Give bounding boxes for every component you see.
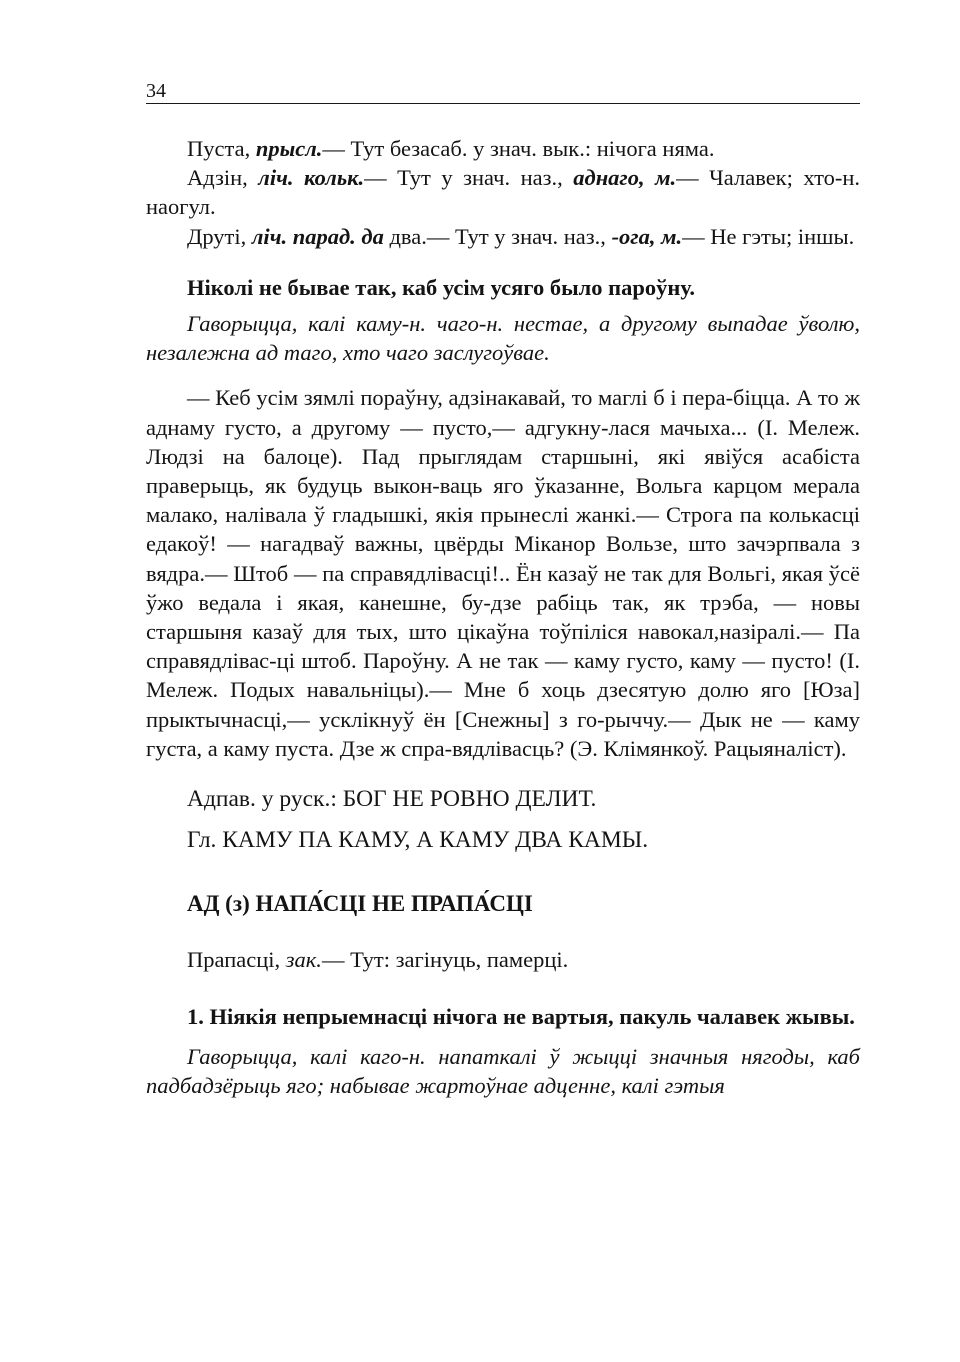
proverb-examples: — Кеб усім зямлі пораўну, адзінакавай, то маглі б і пера-біцца. А то ж аднаму густо, а другому — пусто,— адгукну-лася мачыха... (І. Мележ. Людзі на балоце). Пад прыглядам старшыні, які явіўся асабіста праверыць, як будуць выкон-ваць яго ўказанне, Вольга карцом мерала малако, налівала ў гладышкі, якія прынеслі жанкі.— Строга па колькасці едакоў! — нагадваў важны, цвёрды Міканор Вользе, што зачэрпвала з вядра.— Штоб — па справядлівасці!.. Ён казаў не так для Вольгі, якая ўсё ўжо ведала і якая, канешне, бу-дзе рабіць так, як трэба, — новы старшыня казаў для тых, што цікаўна тоўпіліся навокал,назіралі.— Па справядлівас-ці штоб. Пароўну. А не так — каму густо, каму — пусто! (І. Мележ. Подых навальніцы).— Мне б хоць дзесятую долю яго [Юза] прыктычнасці,— усклікнуў ён [Снежны] з го-рыччу.— Дык не — каму густа, а каму пуста. Дзе ж спра-вядлівасць? (Э. Клімянкоў. Рацыяналіст).: [146, 385, 860, 761]
see-also: Гл. КАМУ ПА КАМУ, А КАМУ ДВА КАМЫ.: [187, 827, 649, 854]
sense-1: 1. Ніякія непрыемнасці нічога не вартыя, пакуль чалавек жывы.: [187, 1003, 855, 1029]
page-number: 34: [146, 80, 166, 102]
note-pusta: Пуста, прысл.— Тут безасаб. у знач. вык.: нічога няма.: [187, 136, 715, 161]
note-druhi: Друті, ліч. парад. да два.— Тут у знач. наз., -ога, м.— Не гэты; іншы.: [187, 223, 855, 249]
note-prapasci: Прапасці, зак.— Тут: загінуць, памерці.: [187, 946, 569, 972]
proverb-heading: Ніколі не бывае так, каб усім усяго было пароўну.: [187, 274, 695, 300]
sense-1-gloss: Гаворыцца, калі каго-н. напаткалі ў жыцці значныя нягоды, каб падбадзёрыць яго; набывае жартоўнае адценне, калі гэтыя: [146, 1044, 860, 1099]
proverb-gloss: Гаворыцца, калі каму-н. чаго-н. нестае, а другому выпадае ўволю, незалежна ад таго, хто чаго заслугоўвае.: [146, 311, 860, 366]
header-rule: [146, 103, 860, 104]
note-adzin: Адзін, ліч. кольк.— Тут у знач. наз., аднаго, м.— Чалавек; хто-н. наогул.: [146, 165, 861, 220]
entry-heading: АД (з) НАПА́СЦІ НЕ ПРАПА́СЦІ: [187, 891, 533, 917]
page: [146, 80, 860, 1100]
equivalent-russian: Адпав. у руск.: БОГ НЕ РОВНО ДЕЛИТ.: [187, 786, 597, 813]
